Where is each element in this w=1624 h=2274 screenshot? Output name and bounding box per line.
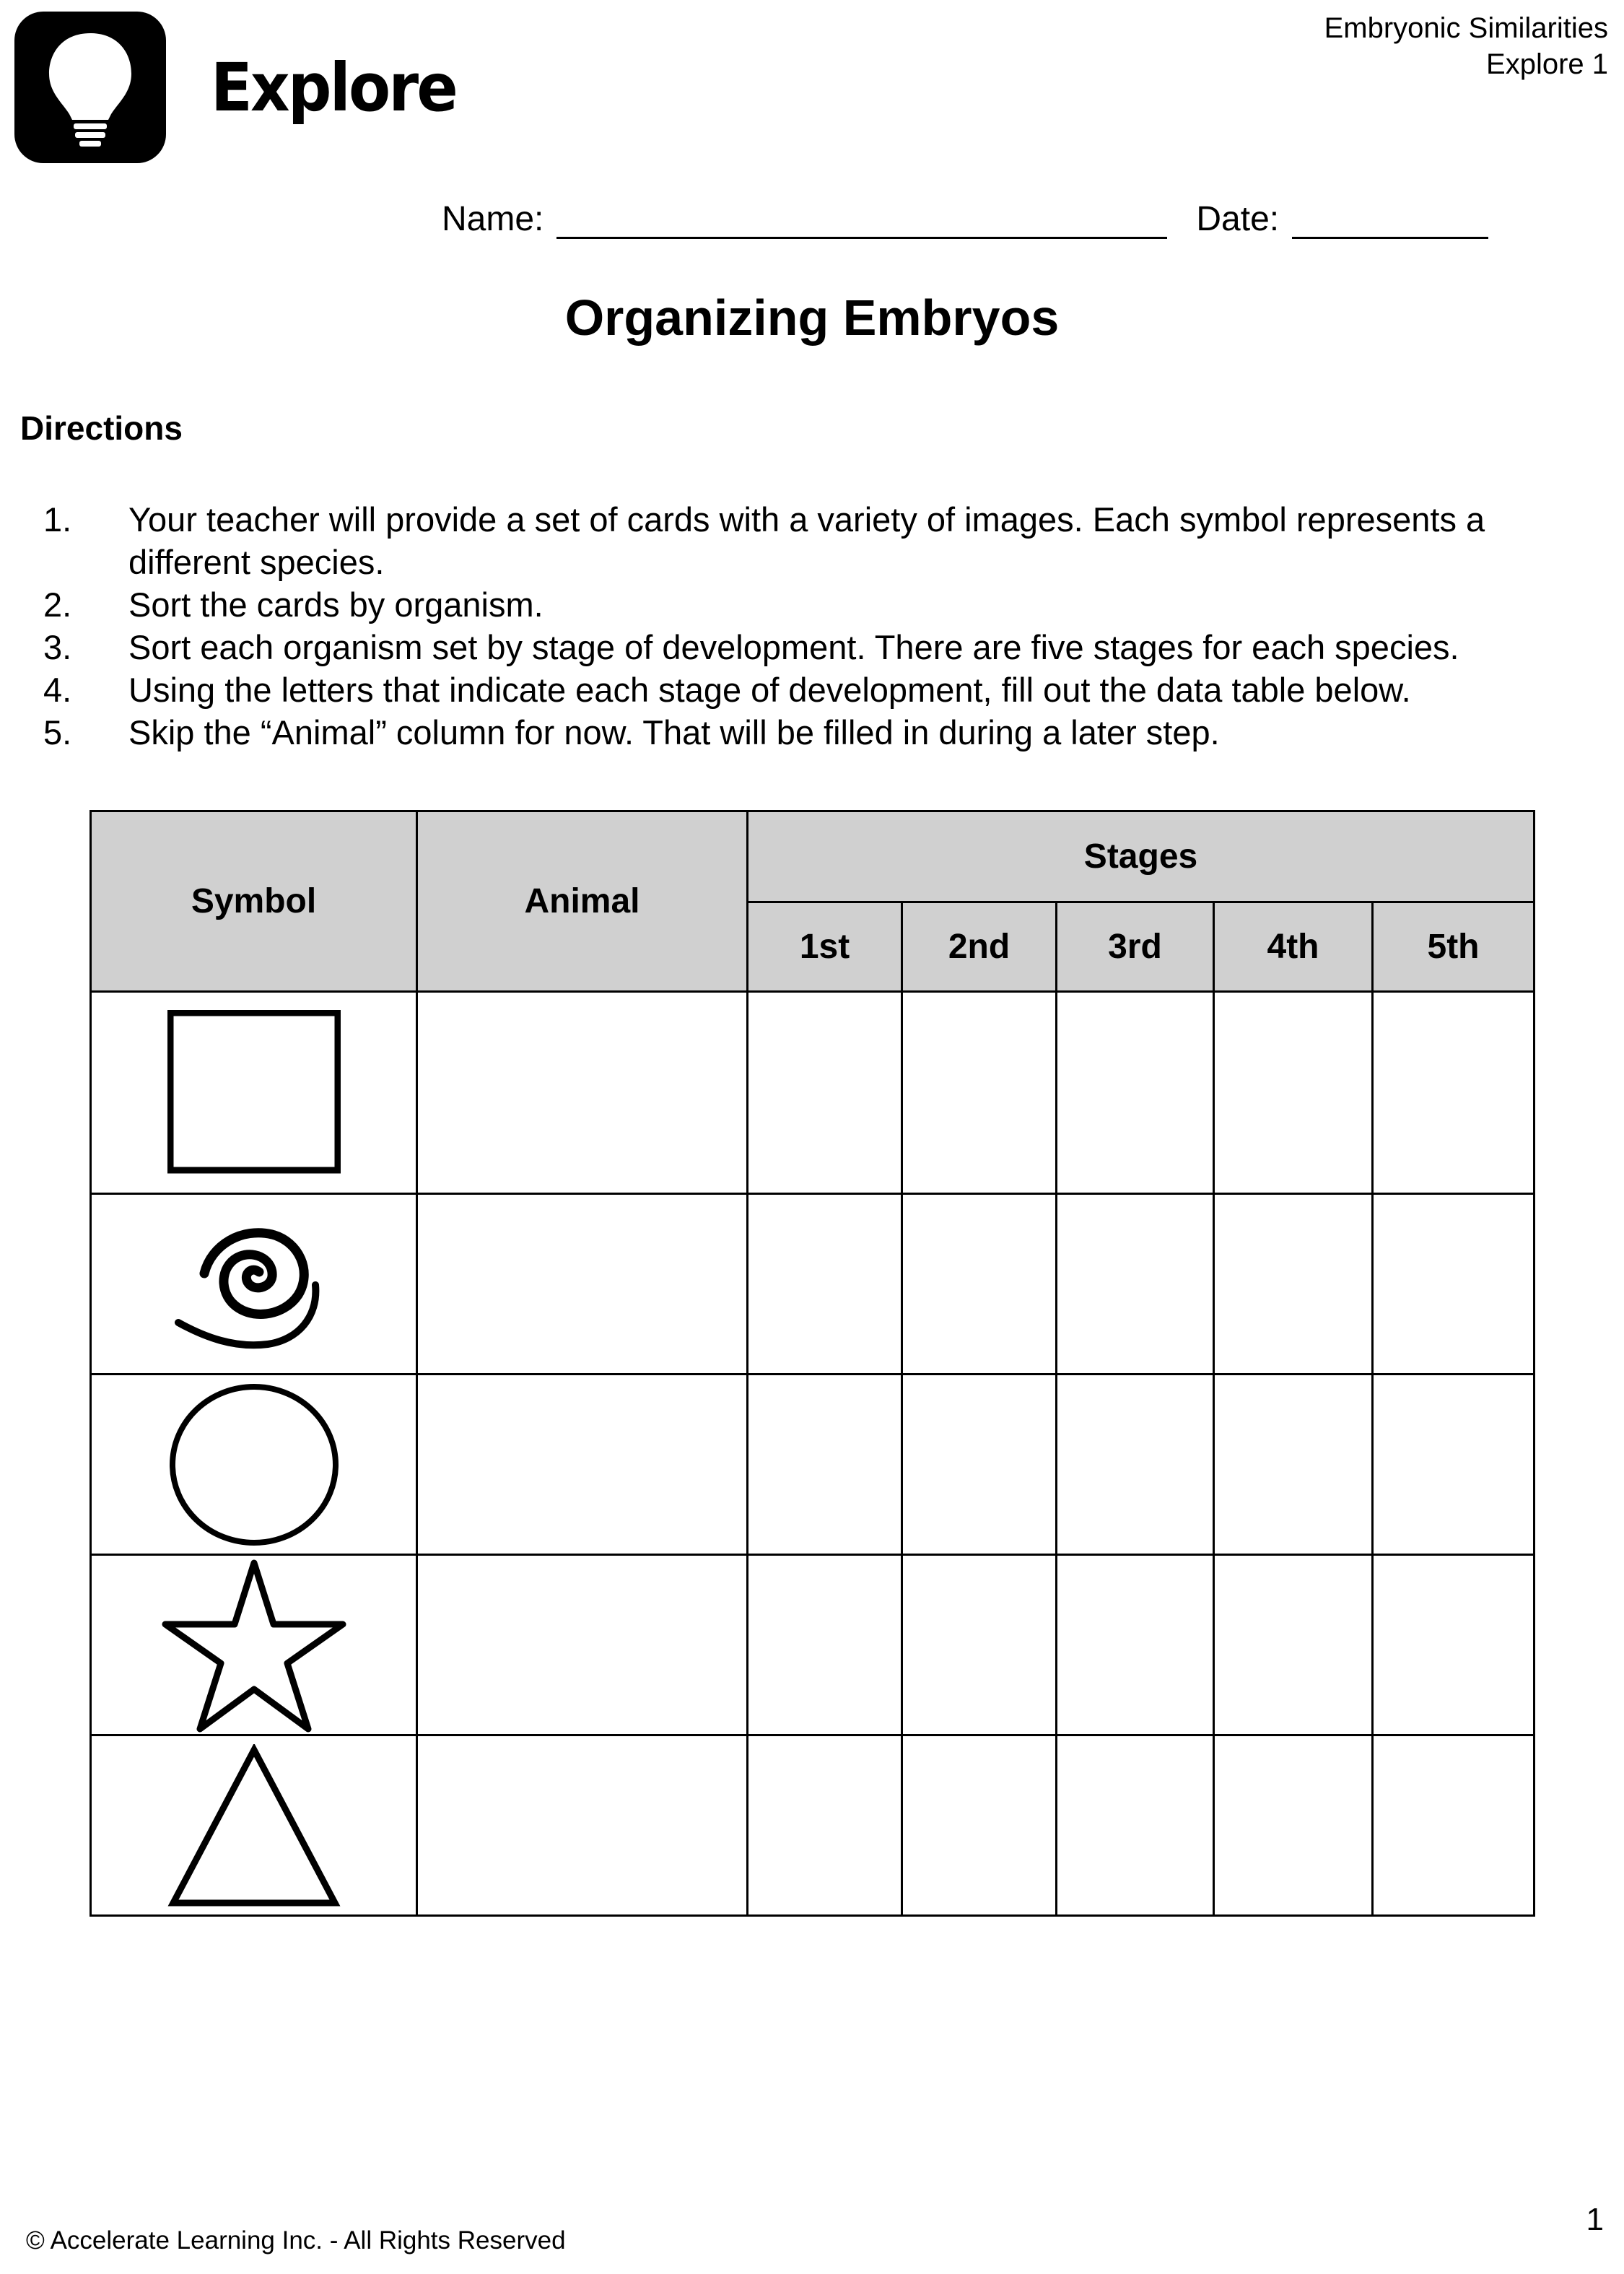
stage-cell[interactable] bbox=[748, 1555, 902, 1735]
stage-cell[interactable] bbox=[1057, 1194, 1214, 1375]
stage-cell[interactable] bbox=[1373, 1735, 1534, 1916]
directions-list bbox=[43, 498, 1595, 754]
symbol-cell bbox=[91, 1375, 417, 1555]
direction-item bbox=[43, 498, 1595, 583]
stage-cell[interactable] bbox=[902, 1735, 1057, 1916]
name-field[interactable] bbox=[556, 208, 1167, 239]
stage-cell[interactable] bbox=[1057, 992, 1214, 1194]
unit-header bbox=[1324, 10, 1608, 82]
name-label: Name: bbox=[442, 200, 544, 238]
stage-cell[interactable] bbox=[1214, 1194, 1373, 1375]
date-label: Date: bbox=[1196, 200, 1280, 238]
direction-text: Sort the cards by organism. bbox=[128, 585, 543, 624]
direction-number: 5. bbox=[43, 713, 72, 752]
symbol-header: Symbol bbox=[91, 811, 417, 992]
stage-cell[interactable] bbox=[902, 1194, 1057, 1375]
name-date-row bbox=[442, 199, 1488, 239]
direction-text: Skip the “Animal” column for now. That will be filled in during a later step. bbox=[128, 713, 1220, 752]
stage-cell[interactable] bbox=[748, 1194, 902, 1375]
table-row bbox=[91, 1555, 1534, 1735]
directions-heading: Directions bbox=[20, 409, 183, 447]
stage-cell[interactable] bbox=[1057, 1375, 1214, 1555]
stage-cell[interactable] bbox=[748, 992, 902, 1194]
table-header-row bbox=[91, 811, 1534, 902]
symbol-cell bbox=[91, 992, 417, 1194]
symbol-cell bbox=[91, 1735, 417, 1916]
stage-cell[interactable] bbox=[1214, 1375, 1373, 1555]
unit-title: Embryonic Similarities bbox=[1324, 12, 1608, 44]
stage-header-1: 1st bbox=[748, 902, 902, 992]
table-row bbox=[91, 992, 1534, 1194]
stage-header-5: 5th bbox=[1373, 902, 1534, 992]
direction-item bbox=[43, 626, 1595, 668]
stage-header-3: 3rd bbox=[1057, 902, 1214, 992]
direction-text: Sort each organism set by stage of development. There are five stages for each species. bbox=[128, 628, 1459, 666]
triangle-symbol-icon bbox=[167, 1744, 341, 1907]
animal-cell[interactable] bbox=[417, 992, 748, 1194]
animal-cell[interactable] bbox=[417, 1194, 748, 1375]
spiral-symbol-icon bbox=[171, 1216, 337, 1353]
copyright-notice: © Accelerate Learning Inc. - All Rights Reserved bbox=[26, 2226, 566, 2255]
direction-text: Using the letters that indicate each stage of development, fill out the data table below. bbox=[128, 671, 1411, 709]
stage-cell[interactable] bbox=[902, 992, 1057, 1194]
unit-subtitle: Explore 1 bbox=[1486, 48, 1608, 80]
direction-item bbox=[43, 583, 1595, 626]
direction-item bbox=[43, 668, 1595, 711]
stage-cell[interactable] bbox=[748, 1375, 902, 1555]
stage-cell[interactable] bbox=[1373, 1375, 1534, 1555]
stage-cell[interactable] bbox=[1057, 1735, 1214, 1916]
table-row bbox=[91, 1735, 1534, 1916]
stage-cell[interactable] bbox=[902, 1555, 1057, 1735]
date-field[interactable] bbox=[1292, 208, 1488, 239]
stage-cell[interactable] bbox=[1214, 992, 1373, 1194]
symbol-cell bbox=[91, 1555, 417, 1735]
square-symbol-icon bbox=[167, 1010, 341, 1176]
direction-number: 1. bbox=[43, 500, 72, 539]
direction-number: 3. bbox=[43, 628, 72, 666]
stage-cell[interactable] bbox=[1373, 1555, 1534, 1735]
stage-cell[interactable] bbox=[902, 1375, 1057, 1555]
section-label: Explore bbox=[211, 49, 456, 126]
direction-number: 2. bbox=[43, 585, 72, 624]
animal-cell[interactable] bbox=[417, 1735, 748, 1916]
circle-symbol-icon bbox=[167, 1382, 341, 1548]
direction-number: 4. bbox=[43, 671, 72, 709]
stages-header: Stages bbox=[748, 811, 1534, 902]
stage-cell[interactable] bbox=[1214, 1735, 1373, 1916]
animal-header: Animal bbox=[417, 811, 748, 992]
direction-item bbox=[43, 711, 1595, 754]
star-symbol-icon bbox=[157, 1557, 352, 1733]
page-number: 1 bbox=[1586, 2202, 1604, 2237]
data-table bbox=[90, 810, 1535, 1917]
direction-text: Your teacher will provide a set of cards with a variety of images. Each symbol represents a different species. bbox=[128, 500, 1485, 581]
stage-cell[interactable] bbox=[1373, 992, 1534, 1194]
stage-cell[interactable] bbox=[748, 1735, 902, 1916]
symbol-cell bbox=[91, 1194, 417, 1375]
table-row bbox=[91, 1194, 1534, 1375]
stage-header-4: 4th bbox=[1214, 902, 1373, 992]
stage-header-2: 2nd bbox=[902, 902, 1057, 992]
table-row bbox=[91, 1375, 1534, 1555]
animal-cell[interactable] bbox=[417, 1555, 748, 1735]
lightbulb-icon bbox=[14, 12, 166, 163]
stage-cell[interactable] bbox=[1057, 1555, 1214, 1735]
animal-cell[interactable] bbox=[417, 1375, 748, 1555]
stage-cell[interactable] bbox=[1373, 1194, 1534, 1375]
stage-cell[interactable] bbox=[1214, 1555, 1373, 1735]
page-title: Organizing Embryos bbox=[564, 289, 1060, 346]
